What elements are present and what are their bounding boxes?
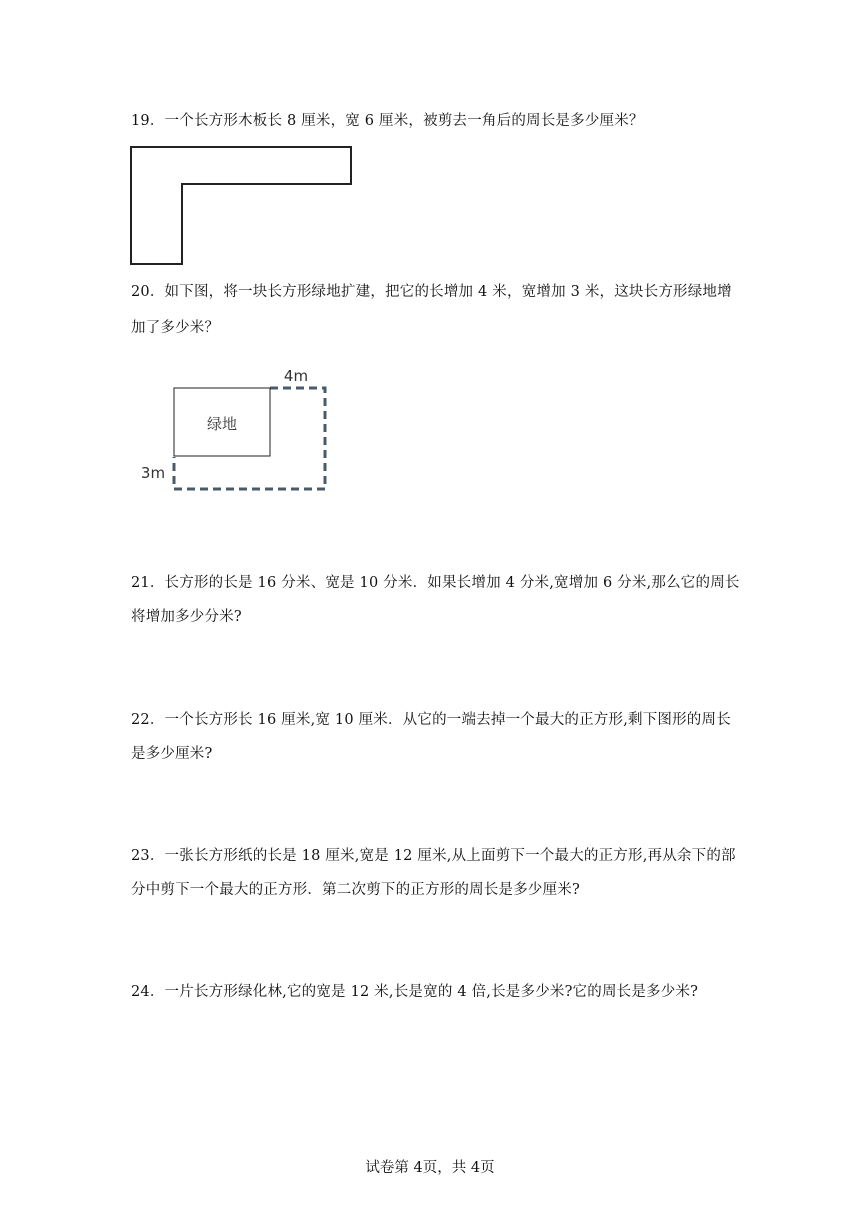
question-19-figure-l-shape xyxy=(128,144,354,267)
width-increase-label: 3m xyxy=(140,464,166,482)
question-20-figure-green-area xyxy=(136,362,336,498)
question-19-text: 19．一个长方形木板长 8 厘米，宽 6 厘米，被剪去一角后的周长是多少厘米？ xyxy=(131,113,644,129)
question-24-text: 24．一片长方形绿化林,它的宽是 12 米,长是宽的 4 倍,长是多少米?它的周长是多少米? xyxy=(131,984,699,1000)
length-increase-label: 4m xyxy=(283,367,309,385)
question-23-text-line-2: 分中剪下一个最大的正方形．第二次剪下的正方形的周长是多少厘米? xyxy=(131,882,580,898)
question-21-text-line-1: 21．长方形的长是 16 分米、宽是 10 分米．如果长增加 4 分米,宽增加 6 分米,那么它的周长 xyxy=(131,575,740,591)
question-22-text-line-2: 是多少厘米? xyxy=(131,746,213,762)
question-21-text-line-2: 将增加多少分米? xyxy=(131,609,242,625)
question-20-text-line-1: 20．如下图，将一块长方形绿地扩建，把它的长增加 4 米，宽增加 3 米，这块长方形绿地增 xyxy=(131,284,732,300)
green-area-label: 绿地 xyxy=(206,415,238,433)
question-23-text-line-1: 23．一张长方形纸的长是 18 厘米,宽是 12 厘米,从上面剪下一个最大的正方形,再从余下的部 xyxy=(131,848,736,864)
page-footer: 试卷第 4页，共 4页 xyxy=(365,1160,495,1176)
question-20-text-line-2: 加了多少米？ xyxy=(131,320,220,336)
question-22-text-line-1: 22．一个长方形长 16 厘米,宽 10 厘米．从它的一端去掉一个最大的正方形,剩下图形的周长 xyxy=(131,712,731,728)
